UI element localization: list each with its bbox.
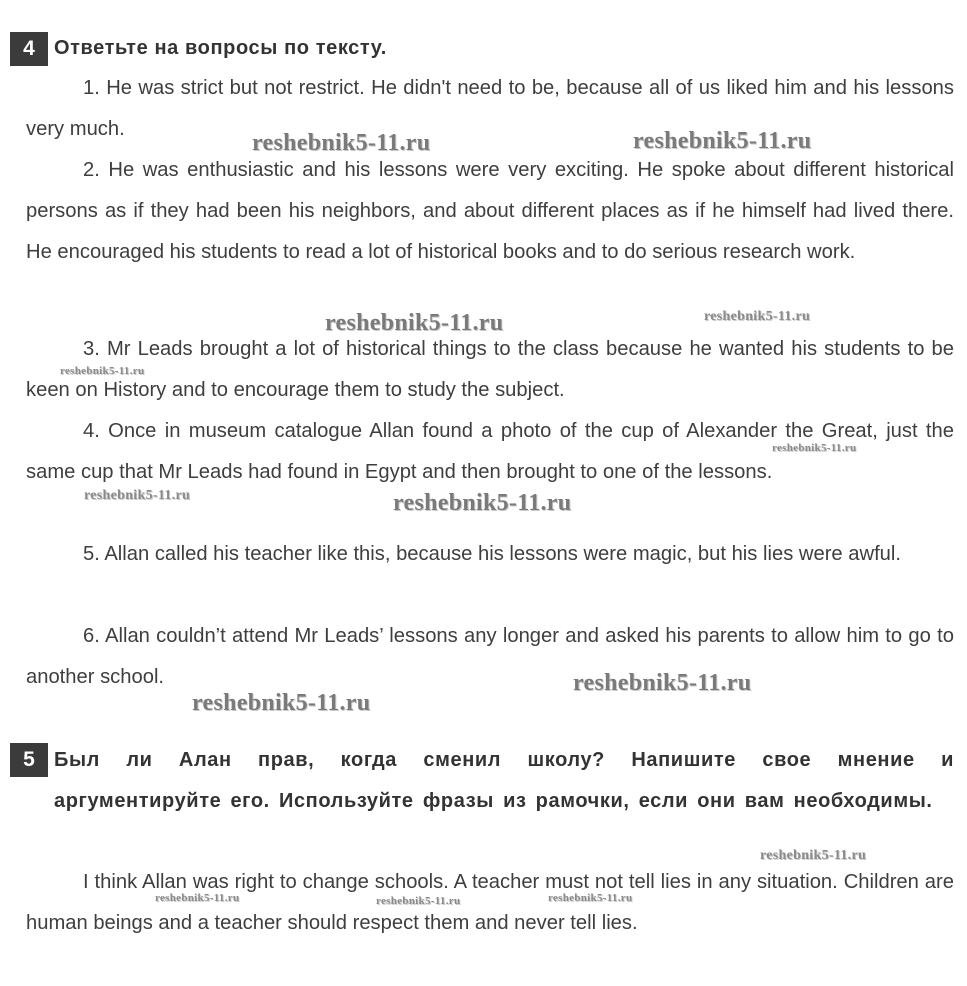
task-5-number: 5 bbox=[10, 743, 48, 777]
watermark: reshebnik5-11.ru bbox=[573, 670, 752, 696]
watermark: reshebnik5-11.ru bbox=[393, 490, 572, 516]
answer-text: 2. He was enthusiastic and his lessons were very exciting. He spoke about different historical persons as if they had been his neighbors, and about different places as if he himself had lived there. He encouraged his students to read a lot of historical books and to do serious research work. bbox=[26, 159, 954, 263]
watermark: reshebnik5-11.ru bbox=[760, 848, 867, 863]
answer-text: 1. He was strict but not restrict. He didn't need to be, because all of us liked him and his lessons very much. bbox=[26, 77, 954, 140]
watermark: reshebnik5-11.ru bbox=[704, 309, 811, 324]
watermark: reshebnik5-11.ru bbox=[252, 130, 431, 156]
task-4-answer-3 bbox=[26, 329, 954, 411]
task-4-answer-2 bbox=[26, 150, 954, 273]
task-4-title: Ответьте на вопросы по тексту. bbox=[54, 37, 387, 59]
answer-text: I think Allan was right to change schools. A teacher must not tell lies in any situation. Children are human beings and a teacher should respect them and never tell lies. bbox=[26, 871, 954, 934]
watermark: reshebnik5-11.ru bbox=[633, 128, 812, 154]
answer-text: 3. Mr Leads brought a lot of historical things to the class because he wanted his students to be keen on History and to encourage them to study the subject. bbox=[26, 338, 954, 401]
task-4-number: 4 bbox=[10, 32, 48, 66]
answer-text: 6. Allan couldn’t attend Mr Leads’ lessons any longer and asked his parents to allow him to go to another school. bbox=[26, 625, 954, 688]
answer-text: 5. Allan called his teacher like this, because his lessons were magic, but his lies were awful. bbox=[83, 543, 901, 565]
task-5-title: Был ли Алан прав, когда сменил школу? Напишите свое мнение и аргументируйте его. Используйте фразы из рамочки, если они вам необходимы. bbox=[54, 749, 954, 812]
task-4-answer-5 bbox=[26, 534, 954, 575]
watermark: reshebnik5-11.ru bbox=[548, 892, 633, 904]
watermark: reshebnik5-11.ru bbox=[60, 365, 145, 377]
watermark: reshebnik5-11.ru bbox=[192, 690, 371, 716]
task-4-answer-6 bbox=[26, 616, 954, 698]
answer-text: 4. Once in museum catalogue Allan found a photo of the cup of Alexander the Great, just the same cup that Mr Leads had found in Egypt and then brought to one of the lessons. bbox=[26, 420, 954, 483]
watermark: reshebnik5-11.ru bbox=[325, 310, 504, 336]
watermark: reshebnik5-11.ru bbox=[376, 895, 461, 907]
task-4-answer-1 bbox=[26, 68, 954, 150]
watermark: reshebnik5-11.ru bbox=[84, 488, 191, 503]
watermark: reshebnik5-11.ru bbox=[772, 442, 857, 454]
watermark: reshebnik5-11.ru bbox=[155, 892, 240, 904]
